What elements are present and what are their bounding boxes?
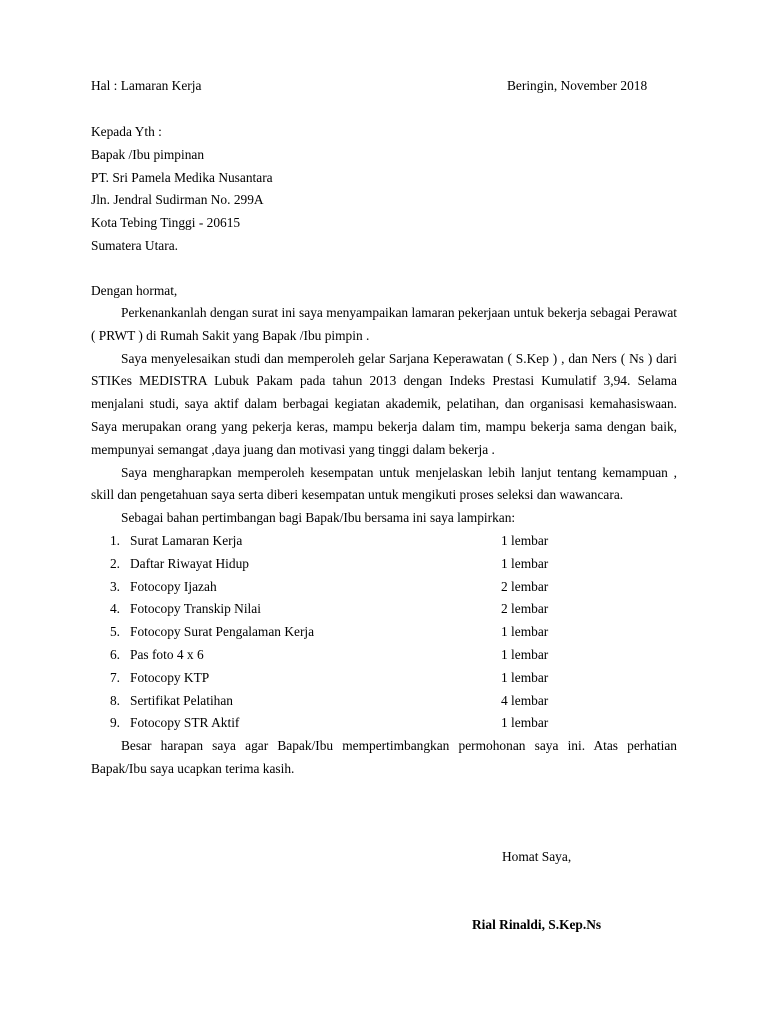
attachment-qty: 2 lembar [501, 601, 549, 617]
closing-salutation: Homat Saya, [502, 849, 572, 864]
attachment-number: 4. [109, 601, 120, 617]
attachment-item [91, 530, 677, 553]
attachment-number: 3. [109, 578, 120, 594]
recipient-line: Kota Tebing Tinggi - 20615 [91, 215, 241, 231]
attachment-qty: 1 lembar [501, 669, 549, 685]
attachment-name: Fotocopy Surat Pengalaman Kerja [130, 624, 315, 640]
attachment-name: Pas foto 4 x 6 [130, 646, 204, 662]
recipient-line: Jln. Jendral Sudirman No. 299A [91, 192, 264, 208]
attachment-name: Sertifikat Pelatihan [130, 692, 234, 708]
recipient-line: Sumatera Utara. [91, 237, 178, 253]
attachment-number: 7. [109, 669, 120, 685]
attachment-item [91, 553, 677, 576]
attachment-item [91, 712, 677, 735]
attachment-item [91, 644, 677, 667]
attachment-name: Fotocopy KTP [130, 669, 210, 685]
recipient-line: PT. Sri Pamela Medika Nusantara [91, 169, 273, 185]
attachment-item [91, 690, 677, 713]
attachment-name: Surat Lamaran Kerja [130, 532, 243, 548]
letter-body [91, 302, 677, 781]
attachment-number: 2. [109, 555, 120, 571]
recipient-block [91, 121, 273, 258]
attachment-qty: 4 lembar [501, 692, 549, 708]
attachment-qty: 1 lembar [501, 555, 549, 571]
signer-name: Rial Rinaldi, S.Kep.Ns [472, 917, 602, 932]
paragraph-closing: Besar harapan saya agar Bapak/Ibu mempertimbangkan permohonan saya ini. Atas perhatian Bapak/Ibu saya ucapkan terima kasih. [91, 738, 677, 776]
paragraph-request: Saya mengharapkan memperoleh kesempatan untuk menjelaskan lebih lanjut tentang kemampuan , skill dan pengetahuan saya serta diberi kesempatan untuk mengikuti proses seleksi dan wawancara. [91, 464, 677, 503]
recipient-line: Kepada Yth : [91, 124, 162, 139]
attachment-qty: 2 lembar [501, 578, 549, 594]
attachment-name: Fotocopy Ijazah [130, 578, 217, 594]
attachment-name: Fotocopy STR Aktif [130, 715, 240, 731]
attachments-list [91, 530, 677, 735]
attachment-qty: 1 lembar [501, 624, 549, 640]
attachment-item [91, 576, 677, 599]
attachment-name: Daftar Riwayat Hidup [130, 555, 249, 571]
recipient-line: Bapak /Ibu pimpinan [91, 146, 205, 162]
paragraph-intro: Perkenankanlah dengan surat ini saya menyampaikan lamaran pekerjaan untuk bekerja sebagai Perawat ( PRWT ) di Rumah Sakit yang Bapak /Ibu pimpin . [91, 305, 677, 343]
attachment-qty: 1 lembar [501, 532, 549, 548]
greeting: Dengan hormat, [91, 283, 178, 298]
attachment-item [91, 621, 677, 644]
attachment-item [91, 667, 677, 690]
attachment-qty: 1 lembar [501, 646, 549, 662]
attachments-intro: Sebagai bahan pertimbangan bagi Bapak/Ibu bersama ini saya lampirkan: [121, 510, 516, 526]
place-date: Beringin, November 2018 [507, 78, 648, 93]
attachment-number: 9. [109, 715, 120, 731]
attachment-number: 5. [109, 624, 120, 640]
attachment-item [91, 598, 677, 621]
attachment-qty: 1 lembar [501, 715, 549, 731]
attachment-number: 8. [109, 692, 120, 708]
paragraph-education: Saya menyelesaikan studi dan memperoleh gelar Sarjana Keperawatan ( S.Kep ) , dan Ners ( Ns ) dari STIKes MEDISTRA Lubuk Pakam pada tahun 2013 dengan Indeks Prestasi Kumulatif 3,94. Selama menjalani studi, saya aktif dalam berbagai kegiatan akademik, pelatihan, dan organisasi kemahasiswaan. Saya merupakan orang yang pekerja keras, mampu bekerja dalam tim, mampu bekerja sama dengan baik, mempunyai semangat ,daya juang dan motivasi yang tinggi dalam bekerja . [91, 350, 677, 457]
attachment-name: Fotocopy Transkip Nilai [130, 601, 261, 617]
attachment-number: 6. [109, 646, 120, 662]
subject-line: Hal : Lamaran Kerja [91, 78, 202, 93]
attachment-number: 1. [109, 532, 120, 548]
